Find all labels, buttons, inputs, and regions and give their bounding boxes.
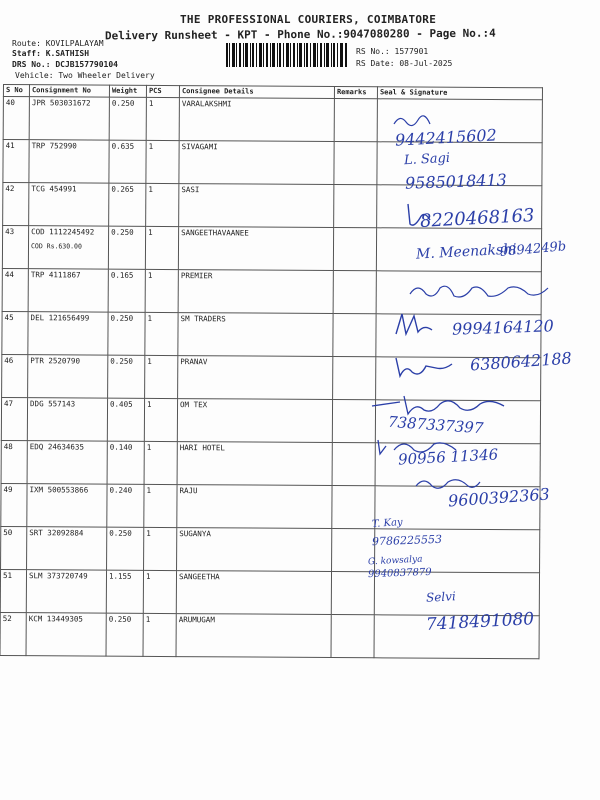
row-weight-text: 0.250	[110, 356, 133, 366]
row-sno	[1, 526, 27, 569]
row-sno	[1, 397, 27, 440]
row-pcs-text: 1	[147, 270, 153, 280]
handwritten-phone: 9786225553	[371, 532, 443, 549]
row-pcs	[144, 527, 177, 570]
row-consignment-text: JPR 503031672	[31, 98, 91, 108]
signature-scrawl-46	[392, 354, 462, 380]
row-consignment-text: PTR 2520790	[30, 356, 81, 366]
row-weight-text: 0.250	[111, 227, 134, 237]
row-pcs	[145, 355, 178, 398]
row-pcs-text: 1	[148, 184, 153, 194]
row-weight	[106, 570, 143, 613]
row-weight	[109, 140, 146, 183]
row-sno	[2, 354, 28, 397]
row-pcs-text: 1	[146, 528, 151, 538]
row-consignment-text: SRT 32092884	[29, 528, 84, 538]
row-pcs	[146, 183, 179, 226]
row-sno-text: 48	[3, 442, 13, 452]
row-consignee	[178, 356, 333, 400]
row-consignee	[178, 270, 333, 314]
company-title: THE PROFESSIONAL COURIERS, COIMBATORE	[180, 13, 437, 26]
row-consignment	[29, 183, 109, 226]
row-sno	[0, 612, 26, 655]
row-weight-text: 0.265	[111, 184, 134, 194]
row-pcs-text: 1	[148, 227, 153, 237]
table-row	[0, 569, 539, 615]
row-remarks	[334, 142, 377, 185]
row-weight-text: 0.250	[111, 98, 135, 108]
row-consignee-text: SASI	[181, 185, 200, 195]
signature-scrawl-40	[392, 112, 432, 130]
row-sno-text: 46	[4, 356, 14, 366]
row-weight	[108, 312, 145, 355]
row-sno	[1, 483, 27, 526]
row-consignment-text: IXM 500553866	[29, 485, 89, 495]
row-pcs	[146, 140, 179, 183]
handwritten-phone: 7418491080	[425, 609, 535, 635]
row-weight	[109, 97, 146, 140]
row-consignment	[29, 140, 109, 183]
rs-number: RS No.: 1577901	[356, 47, 429, 56]
row-sno-text: 40	[5, 98, 15, 108]
signature-scrawl-42	[404, 200, 434, 230]
row-weight	[107, 441, 144, 484]
col-consignment: Consignment No	[29, 85, 109, 97]
row-weight-text: 0.405	[110, 399, 133, 409]
row-consignee-text: OM TEX	[180, 400, 208, 410]
row-weight	[108, 355, 145, 398]
row-consignment	[26, 613, 106, 656]
col-pcs: PCS	[146, 85, 179, 97]
row-consignee	[179, 184, 334, 228]
runsheet-subtitle: Delivery Runsheet - KPT - Phone No.:9047080280 - Page No.:4	[104, 26, 496, 43]
row-pcs	[144, 484, 177, 527]
cod-amount-note: COD Rs.630.00	[30, 242, 82, 251]
rs-date: RS Date: 08-Jul-2025	[356, 59, 453, 68]
handwritten-phone: 9940837879	[367, 566, 432, 581]
row-consignee-text: PRANAV	[180, 357, 208, 367]
handwritten-name: G. kowsalya	[367, 554, 423, 568]
signature-scrawl-45	[392, 310, 436, 338]
row-consignment	[28, 355, 108, 398]
row-consignment	[29, 97, 109, 140]
row-sno-text: 49	[3, 485, 13, 495]
row-pcs	[143, 570, 176, 613]
row-sno-text: 41	[5, 141, 15, 151]
row-consignment-text: DDG 557143	[30, 399, 76, 409]
row-weight-text: 0.140	[109, 442, 133, 452]
row-remarks	[331, 615, 374, 658]
row-pcs-text: 1	[148, 98, 154, 108]
row-pcs-text: 1	[146, 442, 152, 452]
row-weight-text: 1.155	[108, 571, 132, 581]
row-consignee	[177, 442, 332, 486]
row-consignee-text: HARI HOTEL	[179, 443, 225, 453]
row-consignee	[179, 141, 334, 185]
row-consignment	[27, 441, 107, 484]
row-pcs	[145, 269, 178, 312]
row-consignment-text: DEL 121656499	[30, 313, 90, 323]
row-consignment-text: EDQ 24634635	[29, 442, 84, 452]
row-pcs-text: 1	[147, 313, 153, 323]
row-weight	[108, 226, 145, 269]
row-weight	[107, 398, 144, 441]
row-weight	[107, 484, 144, 527]
barcode	[226, 43, 348, 67]
row-pcs	[145, 226, 178, 269]
handwritten-phone: 8220468163	[419, 205, 536, 232]
row-sno-text: 44	[4, 270, 14, 280]
row-remarks	[333, 228, 376, 271]
signature-scrawl-48	[374, 436, 464, 458]
row-pcs	[145, 312, 178, 355]
row-weight	[107, 527, 144, 570]
row-consignee-text: SIVAGAMI	[181, 142, 218, 152]
row-sno	[3, 97, 29, 140]
row-weight-text: 0.250	[109, 528, 132, 538]
row-consignment-text: TCG 454991	[31, 184, 77, 194]
row-consignee-text: RAJU	[179, 486, 198, 496]
row-consignee-text: SANGEETHA	[178, 572, 220, 582]
row-consignment	[27, 398, 107, 441]
row-consignee-text: PREMIER	[180, 271, 213, 281]
row-consignment	[27, 484, 107, 527]
table-row	[1, 526, 540, 572]
handwritten-phone: 9442415602	[394, 125, 498, 150]
handwritten-name: Selvi	[425, 589, 457, 605]
row-weight-text: 0.250	[110, 313, 134, 323]
row-weight-text: 0.635	[111, 141, 135, 151]
row-weight	[108, 269, 145, 312]
row-pcs	[144, 398, 177, 441]
row-pcs	[144, 441, 177, 484]
row-consignment	[27, 527, 107, 570]
vehicle-label: Vehicle: Two Wheeler Delivery	[15, 71, 155, 80]
signature-scrawl-47	[370, 392, 510, 418]
col-weight: Weight	[109, 85, 146, 97]
row-consignee-text: SM TRADERS	[180, 314, 226, 324]
row-remarks	[332, 443, 375, 486]
row-pcs	[146, 97, 179, 140]
row-consignee-text: ARUMUGAM	[178, 615, 215, 625]
row-consignee	[176, 614, 331, 658]
row-pcs-text: 1	[145, 571, 151, 581]
signature-scrawl-49	[414, 474, 484, 492]
handwritten-name: M. Meenakshi	[415, 241, 518, 263]
col-signature: Seal & Signature	[377, 87, 542, 100]
row-pcs-text: 1	[146, 485, 152, 495]
row-sno	[3, 183, 29, 226]
row-consignment-text: COD 1112245492	[31, 227, 95, 237]
row-remarks	[334, 185, 377, 228]
row-sno	[2, 226, 28, 269]
row-weight	[106, 613, 143, 656]
col-consignee: Consignee Details	[179, 86, 334, 99]
row-remarks	[333, 314, 376, 357]
row-consignment-text: TRP 4111867	[30, 270, 81, 280]
row-consignment	[26, 570, 106, 613]
row-sno-text: 47	[4, 399, 14, 409]
row-sno	[3, 140, 29, 183]
row-remarks	[333, 271, 376, 314]
row-consignee	[179, 98, 334, 142]
row-sno	[2, 268, 28, 311]
drs-label: DRS No.: DCJB157790104	[12, 60, 118, 69]
row-consignment	[28, 226, 108, 269]
row-consignee	[176, 571, 331, 615]
handwritten-phone: 9894249b	[499, 239, 567, 260]
handwritten-name: T. Kay	[371, 516, 403, 531]
row-weight-text: 0.240	[109, 485, 133, 495]
row-consignment-text: KCM 13449305	[28, 614, 83, 624]
handwritten-phone: 9585018413	[404, 170, 508, 193]
row-consignee	[178, 313, 333, 357]
row-pcs-text: 1	[147, 356, 152, 366]
row-sno-text: 52	[2, 614, 12, 624]
col-sno: S No	[3, 85, 29, 97]
row-sno-text: 51	[2, 571, 13, 581]
row-sno-text: 50	[3, 528, 13, 538]
row-consignee	[177, 485, 332, 529]
row-consignee	[177, 399, 332, 443]
row-pcs-text: 1	[147, 399, 152, 409]
row-consignment	[28, 312, 108, 355]
row-weight-text: 0.165	[110, 270, 134, 280]
row-sno-text: 45	[4, 313, 14, 323]
handwritten-phone: 90956 11346	[397, 445, 499, 469]
row-pcs-text: 1	[145, 614, 151, 624]
row-consignee	[178, 227, 333, 271]
handwritten-phone: 9600392363	[447, 484, 551, 511]
row-consignee-text: VARALAKSHMI	[181, 99, 232, 109]
col-remarks: Remarks	[334, 87, 377, 99]
handwritten-phone: 9994164120	[451, 316, 555, 339]
row-weight	[109, 183, 146, 226]
handwritten-phone: 7387337397	[387, 412, 484, 438]
row-consignment-text: SLM 373720749	[28, 571, 88, 581]
row-weight-text: 0.250	[108, 614, 132, 624]
row-remarks	[332, 486, 375, 529]
row-pcs-text: 1	[148, 141, 154, 151]
row-sno-text: 43	[5, 227, 15, 237]
row-pcs	[143, 613, 176, 656]
row-consignee-text: SANGEETHAVAANEE	[181, 228, 249, 238]
row-remarks	[334, 99, 377, 142]
handwritten-phone: 6380642188	[469, 348, 573, 375]
handwritten-name: L. Sagi	[403, 150, 451, 169]
row-sno-text: 42	[5, 184, 15, 194]
row-consignment-text: TRP 752990	[31, 141, 77, 151]
row-sno	[0, 569, 26, 612]
row-consignee-text: SUGANYA	[179, 529, 211, 539]
staff-label: Staff: K.SATHISH	[12, 49, 90, 58]
signature-scrawl-45-tamil	[408, 280, 558, 304]
route-label: Route: KOVILPALAYAM	[12, 39, 104, 48]
row-consignee	[177, 528, 332, 572]
row-sno	[1, 440, 27, 483]
row-consignment	[28, 269, 108, 312]
row-sno	[2, 311, 28, 354]
